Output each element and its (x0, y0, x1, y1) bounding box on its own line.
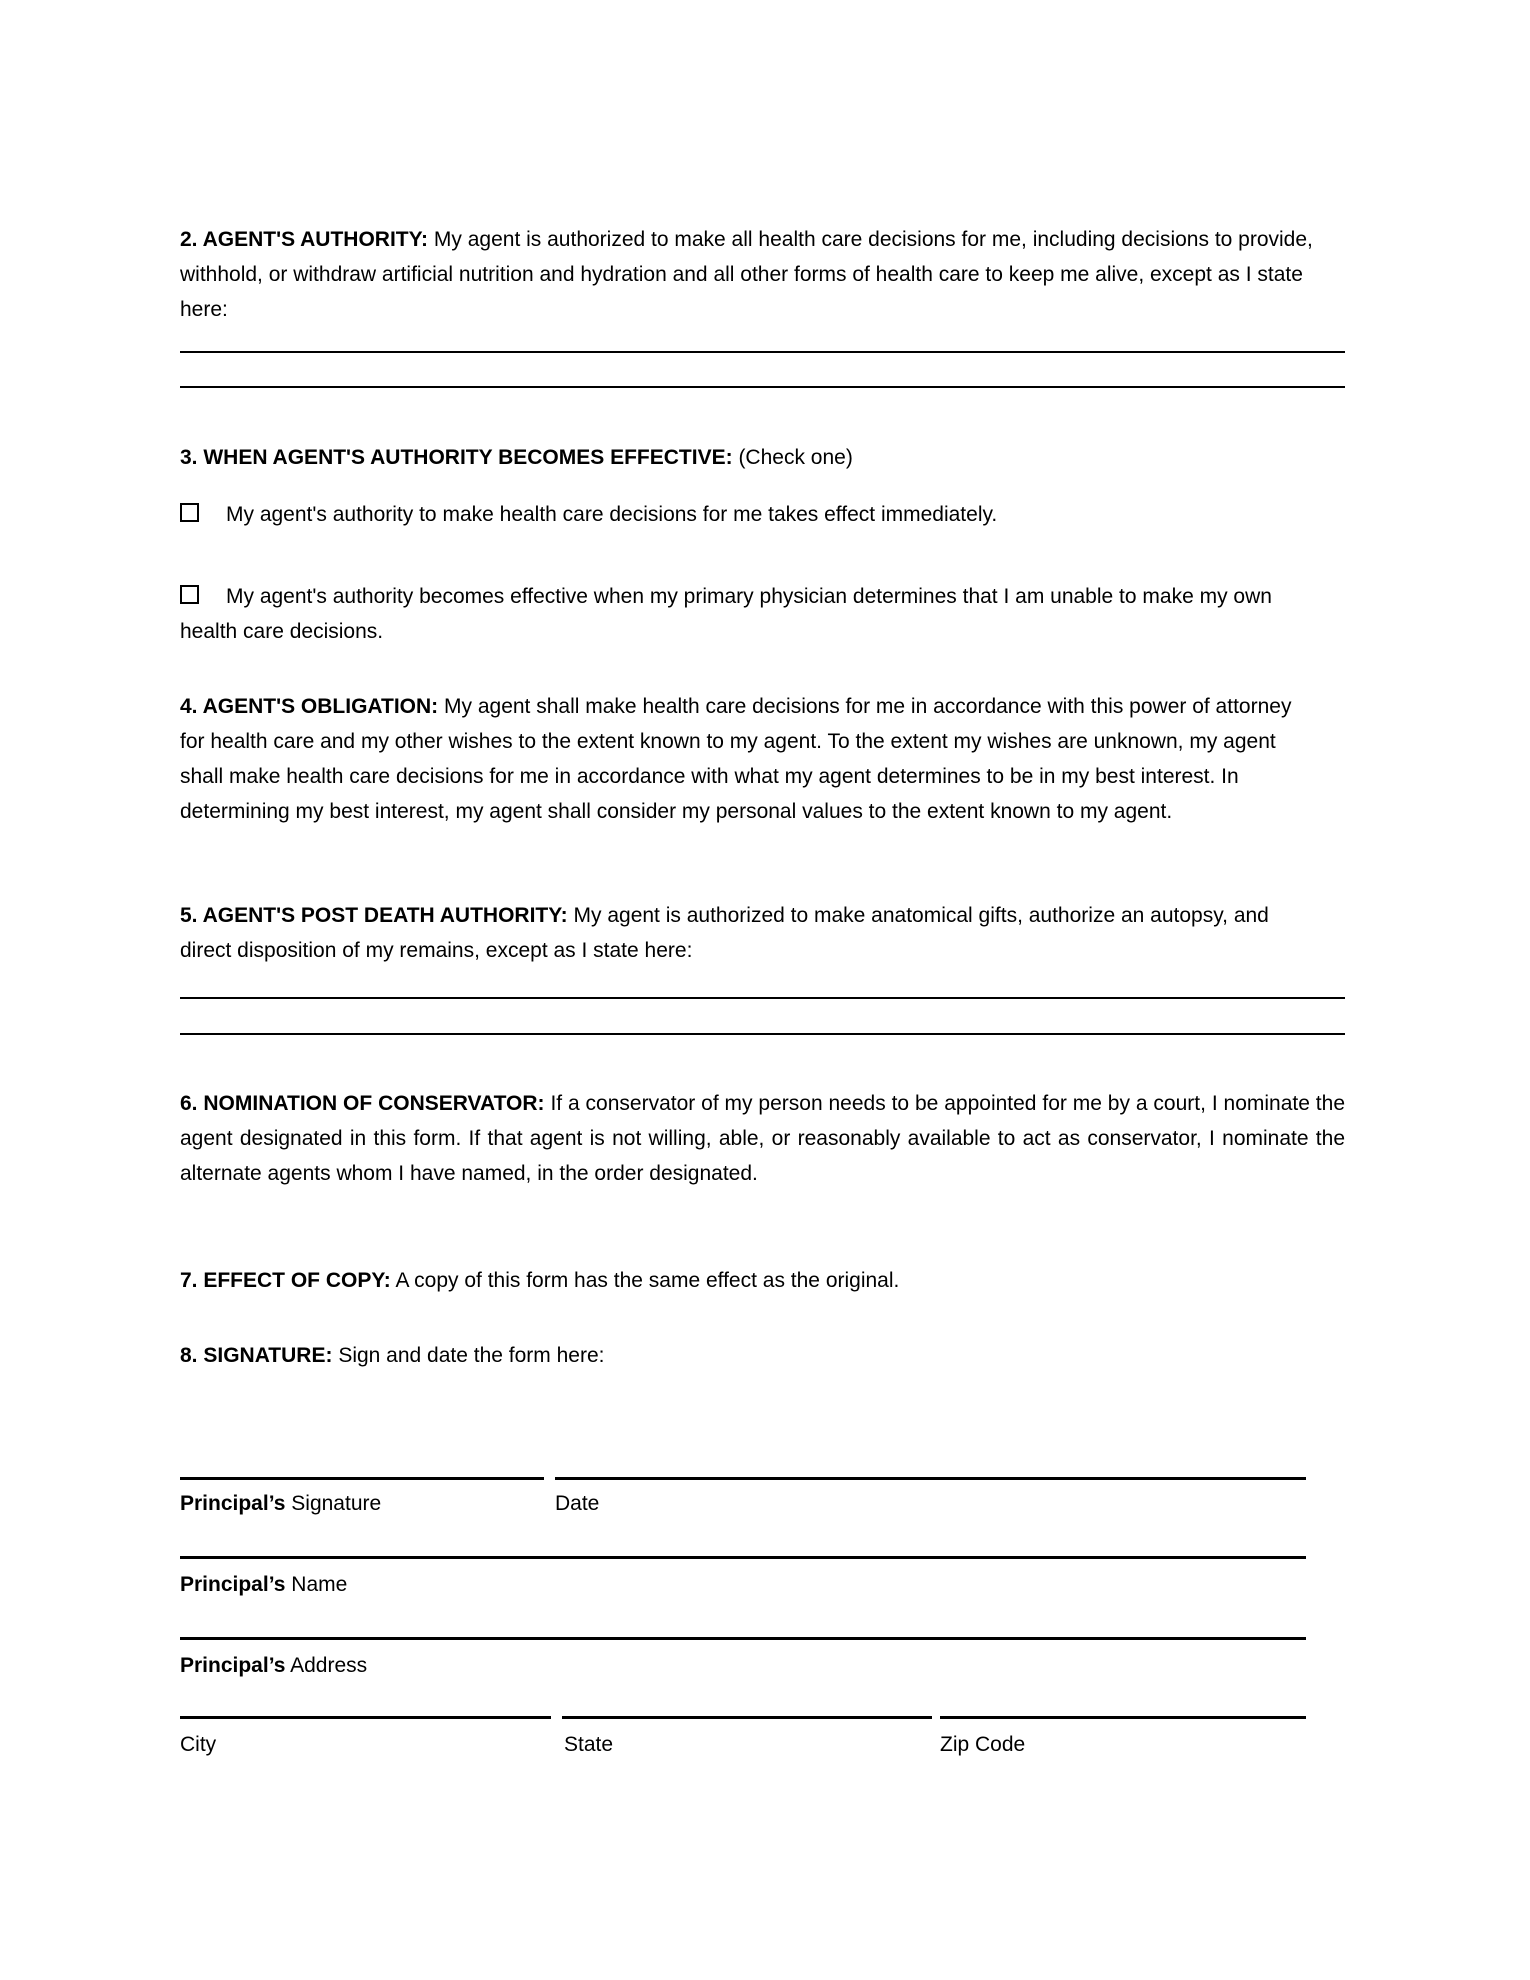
principal-address-label-rest: Address (290, 1654, 368, 1677)
option-immediately-label: My agent's authority to make health care decisions for me takes effect immediately. (226, 503, 998, 526)
principal-address-label-bold: Principal’s (180, 1654, 286, 1677)
section-2-body: My agent is authorized to make all health care decisions for me, including decisions to provide, withhold, or withdraw artificial nutrition and hydration and all other forms of health care to keep me alive, except as I state here: (180, 228, 1313, 321)
section-7-title: 7. EFFECT OF COPY: (180, 1269, 391, 1292)
option-row-physician-determination (180, 579, 1315, 649)
principal-address-line[interactable] (180, 1637, 1306, 1640)
section-2-writein-line-2[interactable] (180, 386, 1345, 388)
state-line[interactable] (562, 1716, 932, 1719)
option-physician-label: My agent's authority becomes effective when my primary physician determines that I am unable to make my own health care decisions. (180, 585, 1272, 643)
section-5-writein-line-1[interactable] (180, 997, 1345, 999)
principal-name-label (180, 1567, 347, 1602)
section-5-paragraph (180, 898, 1315, 968)
checkbox-unchecked-icon[interactable] (180, 585, 199, 604)
section-5-body: My agent is authorized to make anatomical gifts, authorize an autopsy, and direct disposition of my remains, except as I state here: (180, 904, 1269, 962)
section-3-heading (180, 440, 1315, 475)
city-label: City (180, 1733, 217, 1756)
zip-code-label: Zip Code (940, 1733, 1026, 1756)
principal-signature-label (180, 1486, 381, 1521)
section-6-paragraph (180, 1086, 1345, 1191)
section-7-body: A copy of this form has the same effect as the original. (395, 1269, 900, 1292)
section-3-note: (Check one) (738, 446, 853, 469)
principal-name-label-bold: Principal’s (180, 1573, 286, 1596)
section-5-title: 5. AGENT'S POST DEATH AUTHORITY: (180, 904, 568, 927)
state-label: State (564, 1733, 614, 1756)
section-7-paragraph (180, 1263, 1315, 1298)
section-4-title: 4. AGENT'S OBLIGATION: (180, 695, 439, 718)
section-8-paragraph (180, 1338, 1315, 1373)
city-line[interactable] (180, 1716, 551, 1719)
principal-address-label (180, 1648, 367, 1683)
section-6-title: 6. NOMINATION OF CONSERVATOR: (180, 1092, 545, 1115)
checkbox-unchecked-icon[interactable] (180, 503, 199, 522)
section-3-title: 3. WHEN AGENT'S AUTHORITY BECOMES EFFECTIVE: (180, 446, 733, 469)
section-2-paragraph (180, 222, 1315, 327)
section-2-writein-line-1[interactable] (180, 351, 1345, 353)
date-line[interactable] (555, 1477, 1306, 1480)
principal-signature-label-rest: Signature (291, 1492, 382, 1515)
section-5-writein-line-2[interactable] (180, 1033, 1345, 1035)
principal-name-line[interactable] (180, 1556, 1306, 1559)
principal-signature-label-bold: Principal’s (180, 1492, 286, 1515)
section-8-body: Sign and date the form here: (338, 1344, 605, 1367)
section-4-paragraph (180, 689, 1315, 829)
principal-name-label-rest: Name (291, 1573, 348, 1596)
option-row-immediately (180, 497, 1315, 532)
section-2-title: 2. AGENT'S AUTHORITY: (180, 228, 429, 251)
zip-line[interactable] (940, 1716, 1306, 1719)
section-6-body: If a conservator of my person needs to be appointed for me by a court, I nominate the agent designated in this form. If that agent is not willing, able, or reasonably available to act as conservator, I nominate the alternate agents whom I have named, in the order designated. (180, 1092, 1345, 1185)
section-8-title: 8. SIGNATURE: (180, 1344, 333, 1367)
date-label: Date (555, 1492, 600, 1515)
section-4-body: My agent shall make health care decisions for me in accordance with this power of attorney for health care and my other wishes to the extent known to my agent. To the extent my wishes are unknown, my agent shall make health care decisions for me in accordance with what my agent determines to be in my best interest. In determining my best interest, my agent shall consider my personal values to the extent known to my agent. (180, 695, 1292, 823)
principal-signature-line[interactable] (180, 1477, 544, 1480)
